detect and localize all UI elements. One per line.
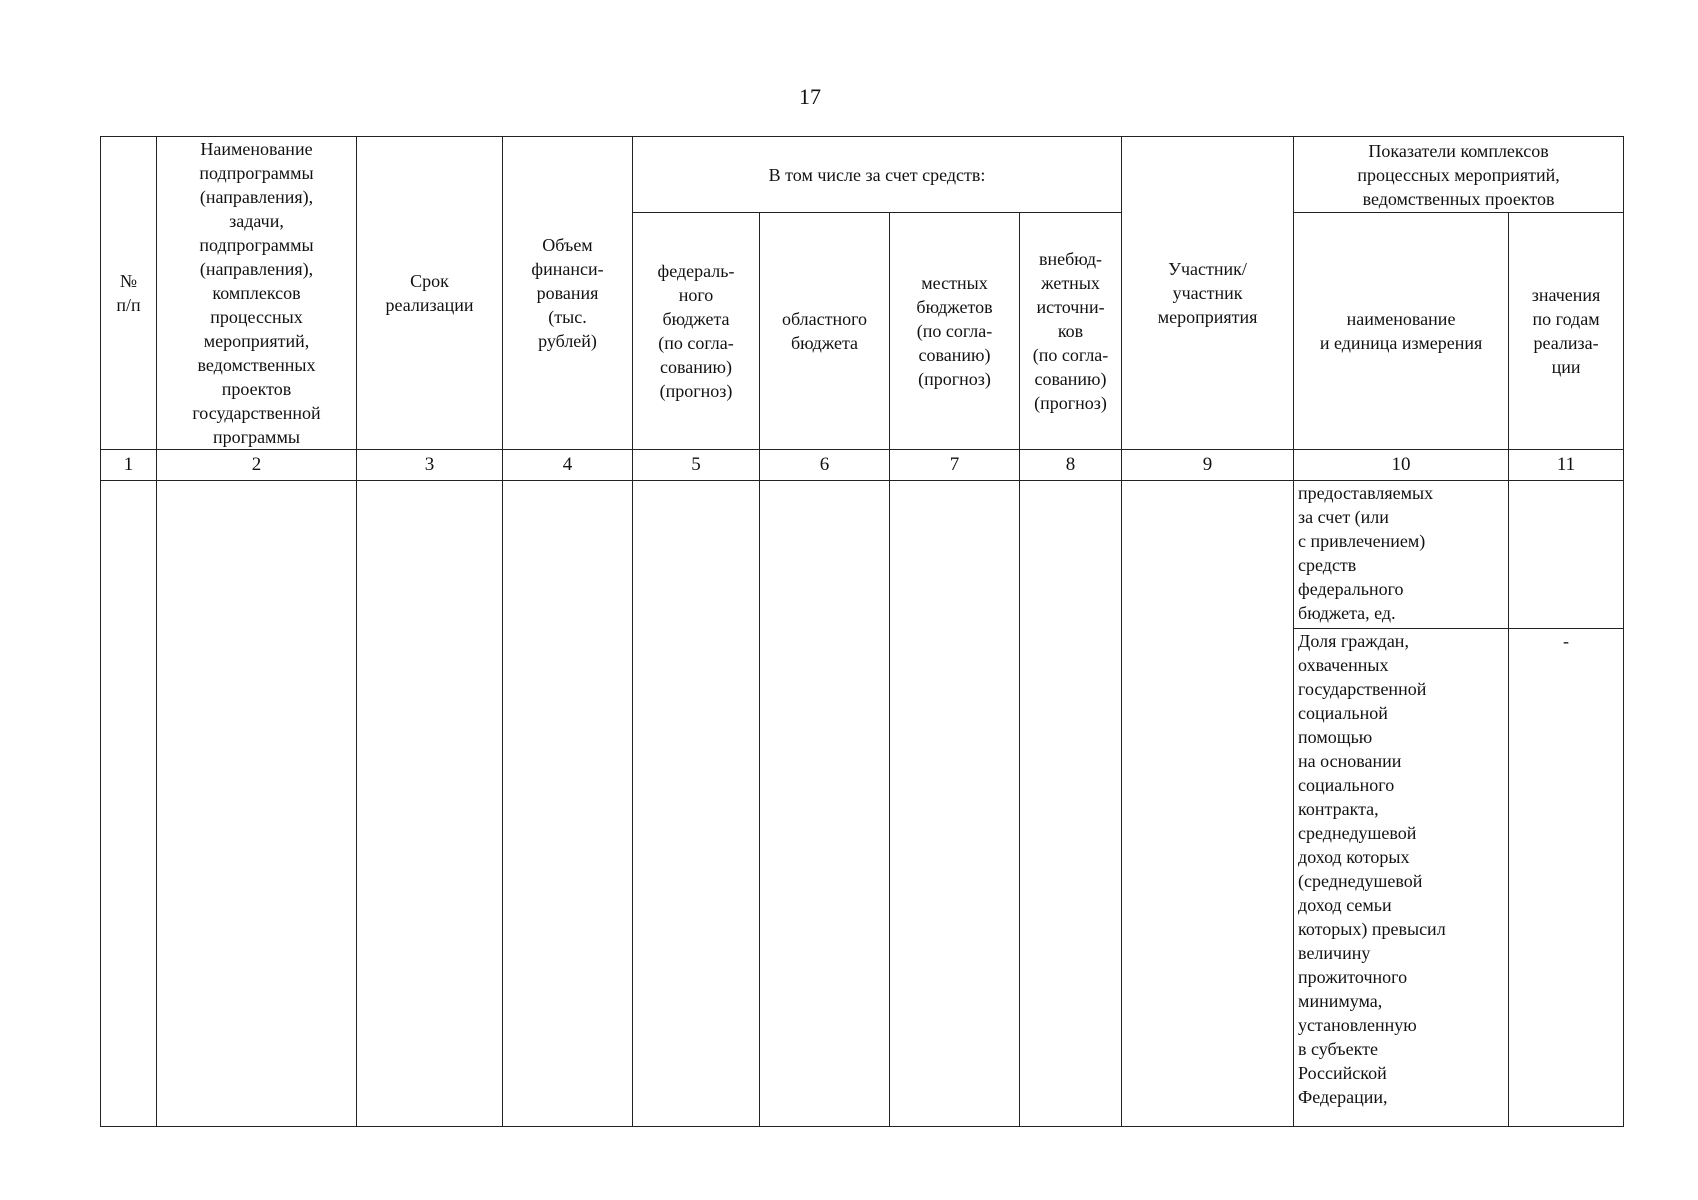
header-indicator-values: значения по годам реализа- ции xyxy=(1509,213,1624,450)
column-number: 1 xyxy=(101,450,157,481)
indicator-name-cell: предоставляемых за счет (или с привлечением) средств федерального бюджета, ед. xyxy=(1294,481,1509,629)
header-federal-budget: федераль- ного бюджета (по согла- сованию) (прогноз) xyxy=(633,213,760,450)
header-participant: Участник/ участник мероприятия xyxy=(1122,137,1294,450)
column-number: 8 xyxy=(1020,450,1122,481)
header-funding-sources-group: В том числе за счет средств: xyxy=(633,137,1122,213)
header-number: № п/п xyxy=(101,137,157,450)
cell-regional-budget xyxy=(760,481,890,1127)
column-number: 4 xyxy=(503,450,633,481)
cell-local-budgets xyxy=(890,481,1020,1127)
indicator-value-cell xyxy=(1509,481,1624,629)
header-indicator-name: наименование и единица измерения xyxy=(1294,213,1509,450)
header-local-budgets: местных бюджетов (по согла- сованию) (прогноз) xyxy=(890,213,1020,450)
header-subprogram-name: Наименование подпрограммы (направления), задачи, подпрограммы (направления), комплексов процессных мероприятий, ведомственных проектов государственной программы xyxy=(157,137,357,450)
column-number: 7 xyxy=(890,450,1020,481)
column-number: 11 xyxy=(1509,450,1624,481)
header-extrabudgetary-sources: внебюд- жетных источни- ков (по согла- сованию) (прогноз) xyxy=(1020,213,1122,450)
header-regional-budget: областного бюджета xyxy=(760,213,890,450)
column-number: 3 xyxy=(357,450,503,481)
column-number: 5 xyxy=(633,450,760,481)
cell-subprogram-name xyxy=(157,481,357,1127)
column-number: 2 xyxy=(157,450,357,481)
column-number: 6 xyxy=(760,450,890,481)
indicator-value-cell: - xyxy=(1509,629,1624,1127)
cell-number xyxy=(101,481,157,1127)
column-number-row xyxy=(101,450,1624,481)
cell-federal-budget xyxy=(633,481,760,1127)
indicator-name-cell: Доля граждан, охваченных государственной социальной помощью на основании социального контракта, среднедушевой доход которых (среднедушевой доход семьи которых) превысил величину прожиточного минимума, установленную в субъекте Российской Федерации, xyxy=(1294,629,1509,1127)
header-funding-volume: Объем финанси- рования (тыс. рублей) xyxy=(503,137,633,450)
table-row xyxy=(101,481,1624,629)
column-number: 10 xyxy=(1294,450,1509,481)
page-number: 17 xyxy=(799,84,821,109)
cell-implementation-period xyxy=(357,481,503,1127)
column-number: 9 xyxy=(1122,450,1294,481)
header-implementation-period: Срок реализации xyxy=(357,137,503,450)
program-activities-table xyxy=(100,136,1624,1127)
header-indicators-group: Показатели комплексов процессных мероприятий, ведомственных проектов xyxy=(1294,137,1624,213)
cell-funding-volume xyxy=(503,481,633,1127)
cell-participant xyxy=(1122,481,1294,1127)
cell-extrabudgetary-sources xyxy=(1020,481,1122,1127)
